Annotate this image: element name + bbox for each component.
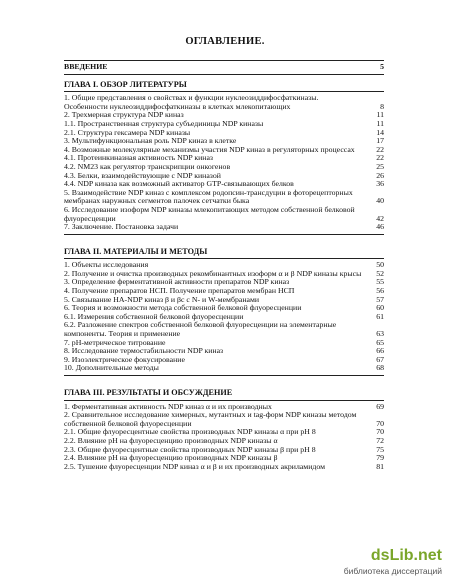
toc-entry-text: 7. рН-метрическое титрование xyxy=(64,337,166,347)
toc-entry-text: 5. Взаимодействие NDP киназ с комплексом родопсин-трансдуцин в фоторецепторных мембранах наружных сегментов палочек сетчатки быка xyxy=(64,187,353,206)
toc-entry-text: 2. Получение и очистка производных рекомбинантных изоформ α и β NDP киназы крысы xyxy=(64,268,362,278)
toc-entry-page: 8 xyxy=(380,101,384,111)
divider xyxy=(64,258,384,259)
toc-entry-page: 22 xyxy=(376,153,384,163)
toc-entry-text: 3. Определение ферментативной активности препаратов NDP киназ xyxy=(64,277,290,287)
toc-entry-page: 63 xyxy=(376,329,384,339)
divider xyxy=(64,60,384,61)
toc-entry-text: 2.1. Общие флуоресцентные свойства производных NDP киназы α при рН 8 xyxy=(64,427,316,437)
toc-entry-text: 2.1. Структура гексамера NDP киназы xyxy=(64,127,191,137)
toc-entry xyxy=(64,206,384,223)
toc-entry-text: 6. Теория и возможности метода собственной белковой флуоресценции xyxy=(64,303,302,313)
watermark-logo: dsLib.net xyxy=(370,547,442,564)
toc-entry-page: 81 xyxy=(376,461,384,471)
toc-entry-text: 2.2. Влияние рН на флуоресценцию производных NDP киназы α xyxy=(64,435,278,445)
toc-entry-text: 1. Ферментативная активность NDP киназ α и их производных xyxy=(64,401,272,411)
toc-entry-page: 68 xyxy=(376,363,384,373)
divider xyxy=(64,234,384,235)
toc-entry-text: 4.1. Протеинкиназная активность NDP киназ xyxy=(64,153,214,163)
toc-entry-page: 40 xyxy=(376,196,384,206)
toc-entry-text: ВВЕДЕНИЕ xyxy=(64,62,108,71)
toc-entry-page: 14 xyxy=(376,127,384,137)
toc-entry-page: 26 xyxy=(376,170,384,180)
chapter-entries xyxy=(64,94,384,232)
toc-entry-text: 2.5. Тушение флуоресценции NDP киназ α и β и их производных акриламидом xyxy=(64,461,326,471)
toc-entry-text: 6. Исследование изоформ NDP киназы млекопитающих методом собственной белковой флуоресценции xyxy=(64,204,355,223)
chapter-entries xyxy=(64,261,384,373)
toc-entry-text: 4.3. Белки, взаимодействующие с NDP киназой xyxy=(64,170,221,180)
toc-entry-page: 70 xyxy=(376,418,384,428)
toc-entry-text: 1. Объекты исследования xyxy=(64,260,149,270)
toc-entry-text: 7. Заключение. Постановка задачи xyxy=(64,222,179,232)
watermark-subtitle: библиотека диссертаций xyxy=(343,566,442,576)
toc-entry-text: 5. Связывание НА-NDP киназ β и βс с N- и W-мембранами xyxy=(64,294,260,304)
toc-entry-page: 5 xyxy=(380,62,384,71)
toc-entry-page: 72 xyxy=(376,435,384,445)
toc-entry-text: 4. Возможные молекулярные механизмы участия NDP киназ в регуляторных процессах xyxy=(64,144,355,154)
toc-entry-page: 66 xyxy=(376,346,384,356)
toc-entry-text: 6.1. Измерения собственной белковой флуоресценции xyxy=(64,311,244,321)
toc-entry xyxy=(64,463,384,472)
toc-entry-page: 56 xyxy=(376,286,384,296)
toc-entry-page: 52 xyxy=(376,268,384,278)
toc-entry-text: 3. Мультифункциональная роль NDP киназ в клетке xyxy=(64,136,237,146)
divider xyxy=(64,74,384,75)
divider xyxy=(64,375,384,376)
toc-entry-text: 2. Сравнительное исследование химерных, мутантных и tag-форм NDP киназы методом собственной белковой флуоресценции xyxy=(64,410,357,428)
toc-entry-page: 50 xyxy=(376,260,384,270)
toc-entry-text: 2.3. Общие флуоресцентные свойства производных NDP киназы β при рН 8 xyxy=(64,444,316,454)
chapter-entries xyxy=(64,403,384,472)
toc-entry-page: 46 xyxy=(376,222,384,232)
toc-entry-page: 65 xyxy=(376,337,384,347)
toc-entry-page: 79 xyxy=(376,453,384,463)
toc-entry-page: 22 xyxy=(376,144,384,154)
toc-entry-text: 10. Дополнительные методы xyxy=(64,363,159,373)
toc-entry xyxy=(64,189,384,206)
chapter-title: ГЛАВА I. ОБЗОР ЛИТЕРАТУРЫ xyxy=(64,79,187,89)
table-of-contents xyxy=(64,58,384,471)
toc-entry-page: 61 xyxy=(376,311,384,321)
divider xyxy=(64,400,384,401)
toc-entry-page: 55 xyxy=(376,277,384,287)
chapter-title: ГЛАВА III. РЕЗУЛЬТАТЫ И ОБСУЖДЕНИЕ xyxy=(64,388,233,397)
toc-entry-intro xyxy=(64,63,384,72)
toc-entry-text: 6.2. Разложение спектров собственной белковой флуоресценции на элементарные компоненты. Теория и применение xyxy=(64,320,337,339)
toc-entry-text: 1.1. Пространственная структура субъединицы NDP киназы xyxy=(64,118,264,128)
page-title: ОГЛАВЛЕНИЕ. xyxy=(185,36,265,47)
toc-entry xyxy=(64,94,384,111)
toc-entry-page: 11 xyxy=(376,110,384,120)
toc-entry-text: 2. Трехмерная структура NDP киназ xyxy=(64,110,184,120)
toc-entry-page: 17 xyxy=(376,136,384,146)
toc-entry-text: 8. Исследование термостабильности NDP киназ xyxy=(64,346,224,356)
toc-entry-text: 1. Общие представления о свойствах и функции нуклеозиддифосфаткиназы. Особенности нуклеозиддифосфаткиназы в клетках млекопитающих xyxy=(64,93,319,111)
toc-entry-page: 57 xyxy=(376,294,384,304)
chapter-title: ГЛАВА II. МАТЕРИАЛЫ И МЕТОДЫ xyxy=(64,246,208,256)
toc-entry-page: 69 xyxy=(376,401,384,411)
toc-entry-text: 4.4. NDP киназа как возможный активатор GTP-связывающих белков xyxy=(64,179,294,189)
toc-entry-page: 70 xyxy=(376,427,384,437)
toc-entry xyxy=(64,321,384,338)
toc-entry-page: 25 xyxy=(376,161,384,171)
toc-entry-text: 2.4. Влияние рН на флуоресценцию производных NDP киназы β xyxy=(64,453,278,463)
watermark xyxy=(322,547,442,577)
toc-entry-page: 60 xyxy=(376,303,384,313)
toc-entry-page: 67 xyxy=(376,354,384,364)
toc-entry-text: 4.2. NM23 как регулятор транскрипции онкогенов xyxy=(64,161,231,171)
toc-entry-text: 4. Получение препаратов НСП. Получение препаратов мембран НСП xyxy=(64,286,295,296)
toc-entry xyxy=(64,223,384,232)
toc-entry-page: 11 xyxy=(376,118,384,128)
toc-entry-text: 9. Изоэлектрическое фокусирование xyxy=(64,354,185,364)
toc-entry xyxy=(64,364,384,373)
toc-entry-page: 36 xyxy=(376,179,384,189)
toc-entry-page: 75 xyxy=(376,444,384,454)
toc-entry xyxy=(64,411,384,428)
toc-entry-page: 42 xyxy=(376,213,384,223)
divider xyxy=(64,91,384,92)
